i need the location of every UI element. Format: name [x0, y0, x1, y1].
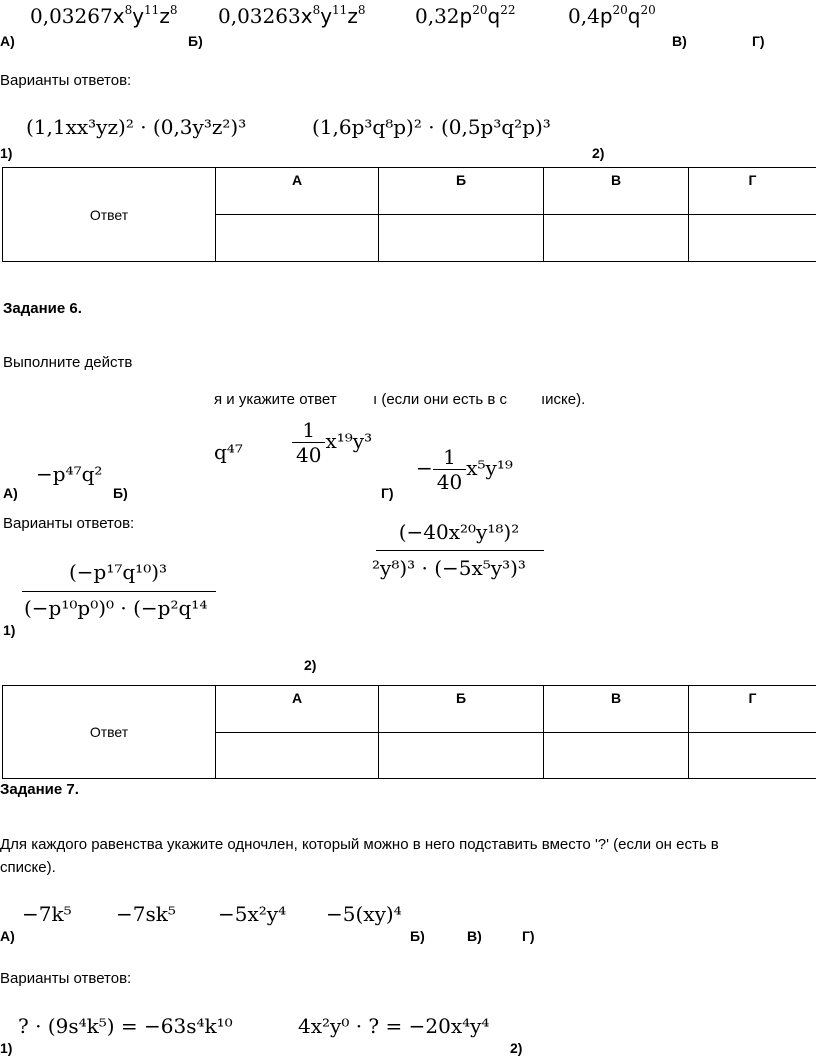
- task6-option-g-vars: x⁵y¹⁹: [466, 456, 513, 480]
- task6-heading: Задание 6.: [3, 300, 82, 317]
- task6-option-b-label: Б): [113, 485, 128, 501]
- task6-option-g-sign: −: [416, 456, 433, 480]
- task7-option-v-label: В): [467, 928, 482, 944]
- task5-option-b-label: Б): [188, 33, 203, 49]
- task5-answer-cell-v[interactable]: [544, 215, 689, 262]
- task6-option-g-label: Г): [381, 485, 394, 501]
- task5-option-v-expr: $0,32p^{20}q^{22}$: [415, 3, 516, 28]
- task5-option-g-label: Г): [752, 33, 765, 49]
- task6-option-v-frac-num: 1: [292, 420, 325, 443]
- task5-answer-table: [2, 167, 816, 262]
- task5-answer2-expr: (1,6p³q⁸p)² · (0,5p³q²p)³: [312, 115, 551, 139]
- task7-option-g-label: Г): [522, 928, 535, 944]
- task6-variants-title: Варианты ответов:: [3, 515, 135, 532]
- task6-answer2-numerator: (−40x²⁰y¹⁸)²: [398, 520, 520, 544]
- task6-table-row-label: Ответ: [3, 686, 216, 779]
- task6-option-v-frac-den: 40: [296, 443, 322, 467]
- task6-answer-cell-b[interactable]: [379, 732, 544, 779]
- task7-instruction: Для каждого равенства укажите одночлен, который можно в него подставить вместо '?' (если он есть в: [0, 836, 719, 853]
- task6-option-b-expr: q⁴⁷: [214, 440, 243, 464]
- task5-option-g-expr: $0,4p^{20}q^{20}$: [568, 3, 656, 28]
- task7-option-expr-4: −5(xy)⁴: [326, 902, 402, 926]
- task7-variants-title: Варианты ответов:: [0, 970, 132, 987]
- task6-answer-cell-g[interactable]: [689, 732, 816, 779]
- task6-answer1-denominator: (−p¹⁰p⁰)⁰ · (−p²q¹⁴: [24, 596, 208, 620]
- task5-option-b-expr: $0,03263x^8y^{11}z^8$: [218, 3, 366, 28]
- task7-answer2-expr: 4x²y⁰ · ? = −20x⁴y⁴: [298, 1014, 490, 1038]
- task6-option-g-frac-den: 40: [436, 470, 463, 494]
- task6-answer1-numerator: (−p¹⁷q¹⁰)³: [68, 560, 168, 584]
- task7-answer2-label: 2): [510, 1040, 523, 1056]
- task6-instruction-part2: я и укажите ответ: [214, 391, 337, 408]
- task7-heading: Задание 7.: [0, 781, 79, 798]
- task6-instruction-part4: ıиске).: [541, 391, 586, 408]
- task6-answer2-fraction-bar: [376, 550, 544, 551]
- task6-answer2-label: 2): [304, 657, 317, 673]
- task5-option-a-expr: $0,03267x^8y^{11}z^8$: [30, 3, 178, 28]
- task5-answer-cell-g[interactable]: [689, 215, 816, 262]
- task5-variants-title: Варианты ответов:: [0, 72, 132, 89]
- task5-answer1-expr: (1,1xx³yz)² · (0,3y³z²)³: [26, 115, 247, 139]
- task6-option-g-frac-num: 1: [433, 447, 466, 470]
- task5-answer-cell-a[interactable]: [216, 215, 379, 262]
- task7-option-b-label: Б): [410, 928, 425, 944]
- task6-answer1-label: 1): [3, 622, 16, 638]
- task6-option-g-expr: [416, 447, 513, 492]
- task7-instruction-line2: списке).: [0, 859, 56, 876]
- task6-table-col-v: В: [544, 686, 689, 733]
- task6-answer-table: [2, 685, 816, 779]
- task5-option-v-label: В): [672, 33, 687, 49]
- task7-answer1-label: 1): [0, 1040, 13, 1056]
- task6-answer-cell-a[interactable]: [216, 732, 379, 779]
- task6-option-v-vars: x¹⁹y³: [325, 429, 373, 453]
- task5-table-col-a: А: [216, 168, 379, 215]
- task6-answer1-fraction-bar: [22, 591, 216, 592]
- task6-instruction-part3: ı (если они есть в с: [373, 391, 507, 408]
- task7-option-expr-1: −7k⁵: [22, 902, 72, 926]
- task6-answer2-denominator: ²y⁸)³ · (−5x⁵y³)³: [372, 556, 526, 580]
- task7-answer1-expr: ? · (9s⁴k⁵) = −63s⁴k¹⁰: [18, 1014, 233, 1038]
- task5-table-col-v: В: [544, 168, 689, 215]
- task7-option-expr-3: −5x²y⁴: [218, 902, 287, 926]
- task6-option-a-expr: −p⁴⁷q²: [36, 462, 103, 486]
- task5-option-a-label: А): [0, 33, 15, 49]
- task5-answer1-label: 1): [0, 145, 13, 161]
- task6-table-col-g: Г: [689, 686, 816, 733]
- task6-table-col-b: Б: [379, 686, 544, 733]
- task7-option-a-label: А): [0, 928, 15, 944]
- task6-instruction-part1: Выполните действ: [3, 354, 133, 371]
- task5-table-row-label: Ответ: [3, 168, 216, 262]
- task6-option-a-label: А): [3, 485, 18, 501]
- task5-table-col-g: Г: [689, 168, 816, 215]
- task5-table-col-b: Б: [379, 168, 544, 215]
- task7-option-expr-2: −7sk⁵: [116, 902, 176, 926]
- task5-answer2-label: 2): [592, 145, 605, 161]
- task6-option-v-expr: [292, 420, 372, 465]
- task6-answer-cell-v[interactable]: [544, 732, 689, 779]
- task5-answer-cell-b[interactable]: [379, 215, 544, 262]
- task6-table-col-a: А: [216, 686, 379, 733]
